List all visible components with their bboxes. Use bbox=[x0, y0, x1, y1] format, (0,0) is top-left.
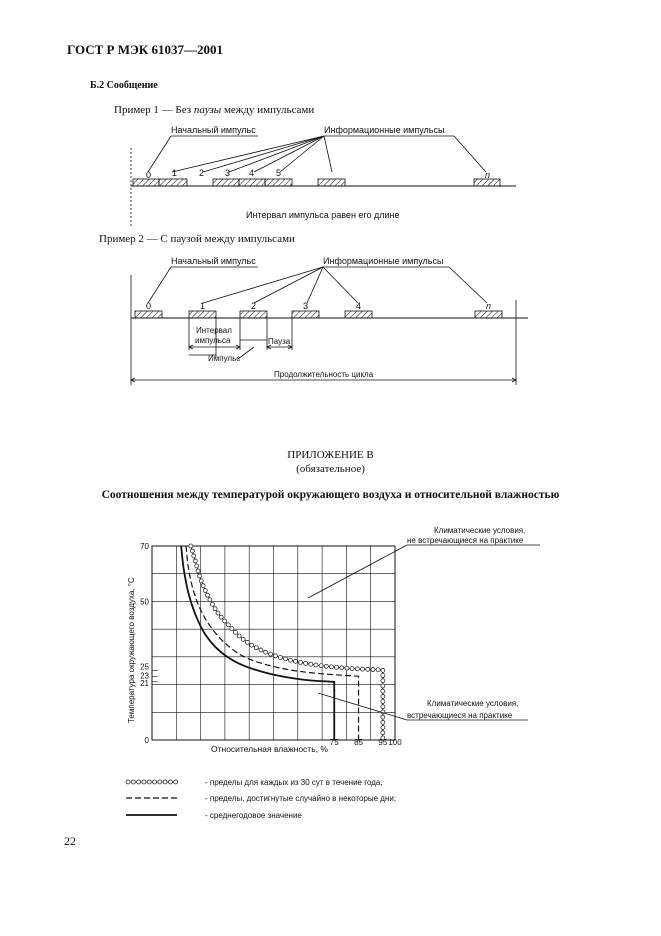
series-marker-circle bbox=[189, 544, 193, 548]
example1-caption-italic: паузы bbox=[193, 104, 222, 116]
ex1-num-4: 4 bbox=[249, 168, 255, 178]
annotation-not-practical-line2: не встречающиеся на практике bbox=[407, 536, 524, 545]
series-marker-circle bbox=[361, 667, 365, 671]
chart-ylabel: Температура окружающего воздуха, °C bbox=[127, 577, 136, 723]
series-marker-circle bbox=[371, 668, 375, 672]
series-marker-circle bbox=[208, 598, 212, 602]
ex1-note: Интервал импульса равен его длине bbox=[246, 210, 400, 220]
series-marker-circle bbox=[197, 574, 201, 578]
series-marker-circle bbox=[381, 694, 385, 698]
series-marker-circle bbox=[269, 652, 273, 656]
ex2-num-0: 0 bbox=[146, 301, 152, 311]
legend-marker-circle bbox=[168, 780, 172, 784]
legend-marker-circle bbox=[158, 780, 162, 784]
legend-marker-circle bbox=[126, 780, 130, 784]
series-marker-circle bbox=[381, 668, 385, 672]
series-marker-circle bbox=[210, 602, 214, 606]
series-marker-circle bbox=[381, 674, 385, 678]
ex1-num-3: 3 bbox=[225, 168, 231, 178]
series-marker-circle bbox=[195, 564, 199, 568]
ex2-interval-line1: Интервал bbox=[196, 326, 232, 335]
legend-marker-circle bbox=[142, 780, 146, 784]
series-line-circles bbox=[191, 546, 383, 740]
series-marker-circle bbox=[216, 611, 220, 615]
ex2-cycle-label: Продолжительность цикла bbox=[274, 370, 374, 379]
x-tick-label: 85 bbox=[354, 738, 364, 747]
series-marker-circle bbox=[293, 659, 297, 663]
series-marker-circle bbox=[196, 569, 200, 573]
series-marker-circle bbox=[264, 650, 268, 654]
series-marker-circle bbox=[250, 643, 254, 647]
section-heading: Б.2 Сообщение bbox=[90, 80, 158, 91]
legend-marker-circle bbox=[174, 780, 178, 784]
ex1-num-5: 5 bbox=[276, 168, 282, 178]
series-marker-circle bbox=[288, 658, 292, 662]
appendix-heading: Соотношения между температурой окружающего воздуха и относительной влажностью bbox=[101, 489, 560, 501]
series-marker-circle bbox=[237, 634, 241, 638]
appendix-title: ПРИЛОЖЕНИЕ В bbox=[287, 449, 374, 461]
series-line-solid bbox=[181, 546, 334, 740]
ex2-num-n: n bbox=[486, 301, 492, 311]
series-marker-circle bbox=[233, 630, 237, 634]
ex1-num-1: 1 bbox=[172, 168, 178, 178]
series-marker-circle bbox=[381, 731, 385, 735]
series-marker-circle bbox=[203, 588, 207, 592]
y-tick-label: 0 bbox=[144, 736, 149, 745]
series-marker-circle bbox=[199, 579, 203, 583]
series-marker-circle bbox=[192, 554, 196, 558]
series-marker-circle bbox=[314, 663, 318, 667]
series-marker-circle bbox=[381, 684, 385, 688]
series-marker-circle bbox=[340, 666, 344, 670]
series-marker-circle bbox=[190, 549, 194, 553]
series-marker-circle bbox=[376, 668, 380, 672]
legend-marker-circle bbox=[131, 780, 135, 784]
series-marker-circle bbox=[278, 655, 282, 659]
ex2-interval-line2: импульса bbox=[195, 336, 231, 345]
ex1-start-label: Начальный импульс bbox=[171, 125, 256, 135]
series-marker-circle bbox=[245, 640, 249, 644]
series-marker-circle bbox=[381, 689, 385, 693]
example1-caption-prefix: Пример 1 — Без bbox=[114, 104, 194, 116]
series-marker-circle bbox=[201, 584, 205, 588]
x-tick-label: 95 bbox=[378, 738, 388, 747]
series-marker-circle bbox=[355, 667, 359, 671]
document-header-title: ГОСТ Р МЭК 61037—2001 bbox=[67, 42, 223, 57]
legend-marker-circle bbox=[153, 780, 157, 784]
ex2-num-4: 4 bbox=[356, 301, 362, 311]
appendix-subtitle: (обязательное) bbox=[296, 463, 365, 475]
series-marker-circle bbox=[299, 660, 303, 664]
y-tick-label: 50 bbox=[140, 597, 149, 607]
legend-marker-circle bbox=[137, 780, 141, 784]
series-marker-circle bbox=[381, 679, 385, 683]
y-tick-label: 25 bbox=[140, 662, 149, 672]
series-marker-circle bbox=[213, 607, 217, 611]
series-marker-circle bbox=[366, 667, 370, 671]
ex1-info-label: Информационные импульсы bbox=[324, 125, 445, 135]
legend-label-0: - пределы для каждых из 30 сут в течение года, bbox=[205, 778, 383, 787]
legend-marker-circle bbox=[147, 780, 151, 784]
annotation-not-practical-pointer bbox=[308, 545, 407, 598]
series-marker-circle bbox=[329, 665, 333, 669]
chart-ticks bbox=[140, 542, 402, 747]
series-marker-circle bbox=[226, 623, 230, 627]
annotation-not-practical-line1: Климатические условия, bbox=[434, 526, 526, 535]
ex2-start-label: Начальный импульс bbox=[171, 256, 256, 266]
example2-caption: Пример 2 — С паузой между импульсами bbox=[99, 233, 295, 245]
series-marker-circle bbox=[335, 665, 339, 669]
annotation-practical-pointer bbox=[318, 693, 407, 720]
series-marker-circle bbox=[381, 726, 385, 730]
chart-legend bbox=[126, 778, 396, 820]
ex2-num-1: 1 bbox=[200, 301, 206, 311]
series-marker-circle bbox=[319, 664, 323, 668]
example1-caption-suffix: между импульсами bbox=[221, 104, 315, 116]
ex1-num-n: n bbox=[485, 170, 491, 180]
series-marker-circle bbox=[381, 705, 385, 709]
series-marker-circle bbox=[241, 637, 245, 641]
y-tick-label: 21 bbox=[140, 678, 149, 688]
series-marker-circle bbox=[273, 654, 277, 658]
series-marker-circle bbox=[324, 664, 328, 668]
series-marker-circle bbox=[206, 593, 210, 597]
ex2-info-label: Информационные импульсы bbox=[323, 256, 444, 266]
series-marker-circle bbox=[259, 648, 263, 652]
series-marker-circle bbox=[309, 662, 313, 666]
chart-xlabel: Относительная влажность, % bbox=[211, 744, 328, 754]
y-tick-label: 23 bbox=[140, 671, 149, 681]
series-marker-circle bbox=[223, 619, 227, 623]
annotation-practical-line1: Климатические условия, bbox=[427, 699, 519, 708]
x-tick-label: 75 bbox=[329, 738, 339, 747]
ex2-num-3: 3 bbox=[303, 301, 309, 311]
legend-label-2: - среднегодовое значение bbox=[205, 811, 302, 820]
ex2-pulse-label: Импульс bbox=[208, 354, 241, 363]
ex2-num-2: 2 bbox=[251, 301, 257, 311]
annotation-practical-line2: встречающиеся на практике bbox=[407, 711, 513, 720]
series-marker-circle bbox=[193, 559, 197, 563]
series-marker-circle bbox=[381, 720, 385, 724]
series-marker-circle bbox=[304, 661, 308, 665]
series-marker-circle bbox=[219, 615, 223, 619]
legend-label-1: - пределы, достигнутые случайно в некоторые дни; bbox=[205, 794, 397, 803]
series-marker-circle bbox=[230, 627, 234, 631]
page-number: 22 bbox=[64, 834, 76, 848]
legend-marker-circle bbox=[163, 780, 167, 784]
y-tick-label: 70 bbox=[140, 542, 149, 551]
series-marker-circle bbox=[283, 657, 287, 661]
series-marker-circle bbox=[345, 666, 349, 670]
ex2-pause-label: Пауза bbox=[268, 337, 291, 346]
ex1-num-2: 2 bbox=[199, 168, 205, 178]
series-marker-circle bbox=[381, 700, 385, 704]
ex1-num-0: 0 bbox=[146, 170, 152, 180]
series-marker-circle bbox=[350, 667, 354, 671]
series-marker-circle bbox=[381, 715, 385, 719]
x-tick-label: 100 bbox=[388, 738, 402, 747]
series-marker-circle bbox=[254, 646, 258, 650]
